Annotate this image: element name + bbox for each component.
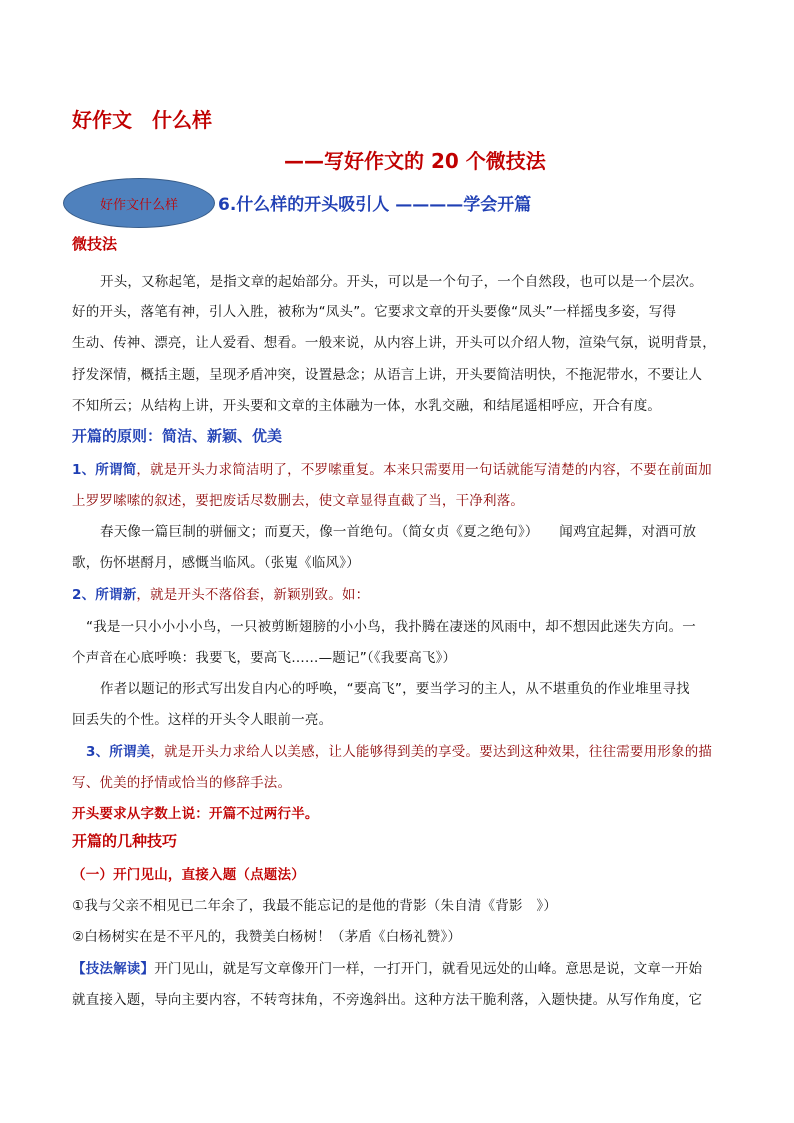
principle-2-label: 2、所谓新 bbox=[72, 587, 137, 603]
principles-heading: 开篇的原则：简洁、新颖、优美 bbox=[72, 427, 283, 445]
example-line: 作者以题记的形式写出发自内心的呼唤，“要高飞”，要当学习的主人，从不堪重负的作业堆里寻找 bbox=[100, 681, 690, 697]
opening-length-rule: 开头要求从字数上说：开篇不过两行半。 bbox=[72, 806, 319, 822]
principle-2-line bbox=[72, 583, 369, 603]
paragraph-line: 开头，又称起笔，是指文章的起始部分。开头，可以是一个句子，一个自然段，也可以是一个层次。 bbox=[100, 274, 703, 290]
principle-1-line bbox=[72, 458, 712, 478]
paragraph-line: 抒发深情，概括主题，呈现矛盾冲突，设置悬念；从语言上讲，开头要简洁明快，不拖泥带水，不要让人 bbox=[72, 367, 703, 383]
principle-1-label: 1、所谓简 bbox=[72, 462, 137, 478]
paragraph-line: 不知所云；从结构上讲，开头要和文章的主体融为一体，水乳交融，和结尾遥相呼应，开合有度。 bbox=[72, 398, 662, 414]
principle-3-label: 3、所谓美 bbox=[86, 744, 151, 760]
technique-1-heading: （一）开门见山，直接入题（点题法） bbox=[72, 867, 305, 883]
paragraph-line: 好的开头，落笔有神，引人入胜，被称为“凤头”。它要求文章的开头要像“凤头”一样摇曳多姿，写得 bbox=[72, 304, 677, 320]
technique-explanation-line bbox=[72, 957, 702, 977]
example-line: 歌，伤怀堪酹月，感慨当临风。（张嵬《临风》） bbox=[72, 555, 360, 571]
topic-badge bbox=[63, 178, 215, 228]
example-line: 回丢失的个性。这样的开头令人眼前一亮。 bbox=[72, 712, 333, 728]
principle-1-line-2: 上罗罗嗦嗦的叙述，要把废话尽数删去，使文章显得直截了当，干净利落。 bbox=[72, 493, 525, 509]
lesson-heading: 6.什么样的开头吸引人 ————学会开篇 bbox=[218, 195, 532, 215]
technique-explanation-text: 开门见山，就是写文章像开门一样，一打开门，就看见远处的山峰。意思是说，文章一开始 bbox=[154, 961, 703, 977]
technique-example: ①我与父亲不相见已二年余了，我最不能忘记的是他的背影（朱自清《背影 》） bbox=[72, 898, 558, 914]
example-line: 个声音在心底呼唤：我要飞，要高飞……—题记”（《我要高飞》） bbox=[72, 650, 457, 666]
technique-example: ②白杨树实在是不平凡的，我赞美白杨树！（茅盾《白杨礼赞》） bbox=[72, 929, 462, 945]
principle-3-line bbox=[86, 740, 712, 760]
section-heading-micro-technique: 微技法 bbox=[72, 235, 118, 253]
principle-2-text: ，就是开头不落俗套，新颖别致。如： bbox=[136, 587, 370, 603]
principle-3-text: ，就是开头力求给人以美感，让人能够得到美的享受。要达到这种效果，往往需要用形象的描 bbox=[150, 744, 713, 760]
principle-1-text: ，就是开头力求简洁明了，不罗嗦重复。本来只需要用一句话就能写清楚的内容，不要在前面加 bbox=[136, 462, 712, 478]
topic-badge-label: 好作文什么样 bbox=[99, 198, 178, 213]
technique-explanation-line: 就直接入题，导向主要内容，不转弯抹角，不旁逸斜出。这种方法干脆利落，入题快捷。从写作角度，它 bbox=[72, 992, 703, 1008]
principle-3-line-2: 写、优美的抒情或恰当的修辞手法。 bbox=[72, 775, 292, 791]
document-title: 好作文 什么样 bbox=[72, 108, 212, 132]
example-line: 春天像一篇巨制的骈俪文；而夏天，像一首绝句。（简女贞《夏之绝句》） 闻鸡宜起舞，对酒可放 bbox=[100, 524, 697, 540]
technique-explanation-label: 【技法解读】 bbox=[72, 961, 155, 977]
document-subtitle: ——写好作文的 20 个微技法 bbox=[284, 149, 546, 173]
example-line: “我是一只小小小小鸟，一只被剪断翅膀的小小鸟，我扑腾在凄迷的风雨中，却不想因此迷失方向。一 bbox=[86, 619, 696, 635]
techniques-heading: 开篇的几种技巧 bbox=[72, 832, 178, 850]
paragraph-line: 生动、传神、漂亮，让人爱看、想看。一般来说，从内容上讲，开头可以介绍人物，渲染气氛，说明背景， bbox=[72, 335, 716, 351]
